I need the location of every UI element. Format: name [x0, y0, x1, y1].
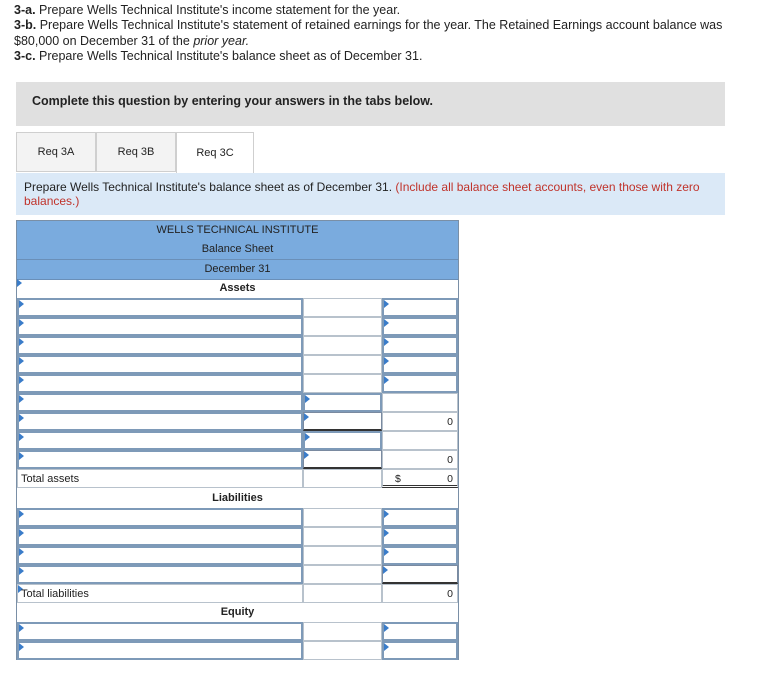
asset-row	[17, 374, 458, 393]
asset-row	[17, 336, 458, 355]
asset-row	[17, 431, 458, 450]
equity-heading: Equity	[220, 606, 255, 618]
statement-date: December 31	[17, 260, 458, 280]
row-marker-icon	[19, 395, 24, 403]
total-input[interactable]	[382, 527, 458, 546]
total-liabilities-cell	[382, 584, 458, 603]
tab-req-3c[interactable]	[176, 132, 254, 173]
asset-row	[17, 317, 458, 336]
assets-heading-row	[17, 279, 458, 299]
amount-input[interactable]	[303, 450, 382, 469]
asset-row	[17, 393, 458, 412]
account-name-input[interactable]	[17, 317, 303, 336]
req-b-text: Prepare Wells Technical Institute's statement of retained earnings for the year. The Retained Earnings account balance was $80,000 on December 31 of the	[14, 18, 723, 48]
total-assets-value: 0	[447, 473, 453, 485]
total-input[interactable]	[382, 546, 458, 565]
subtotal-value: 0	[447, 416, 453, 428]
row-marker-icon	[384, 624, 389, 632]
row-marker-icon	[384, 319, 389, 327]
req-c-label: 3-c.	[14, 48, 36, 63]
row-marker-icon	[19, 338, 24, 346]
total-assets-cell	[382, 469, 458, 488]
statement-title: Balance Sheet	[17, 240, 458, 260]
account-name-input[interactable]	[17, 565, 303, 584]
total-input[interactable]	[382, 374, 458, 393]
req-b-italic: prior year.	[193, 33, 250, 48]
row-marker-icon	[19, 510, 24, 518]
req-c-text: Prepare Wells Technical Institute's balance sheet as of December 31.	[39, 48, 423, 63]
row-marker-icon	[19, 376, 24, 384]
tab-label: Req 3B	[117, 146, 155, 158]
tab-req-3a[interactable]	[16, 132, 96, 172]
complete-question-banner	[16, 82, 725, 126]
row-marker-icon	[17, 279, 22, 287]
instruction-box	[16, 173, 725, 215]
row-marker-icon	[19, 567, 24, 575]
account-name-input[interactable]	[17, 546, 303, 565]
total-assets-label-cell	[17, 469, 303, 488]
row-marker-icon	[384, 529, 389, 537]
company-name: WELLS TECHNICAL INSTITUTE	[17, 221, 458, 241]
total-liabilities-label-cell	[17, 584, 303, 603]
account-name-input[interactable]	[17, 527, 303, 546]
balance-sheet-table	[16, 220, 459, 660]
instruction-note: (Include all balance sheet accounts, even those with zero balances.)	[24, 180, 700, 208]
subtotal-value: 0	[447, 454, 453, 466]
asset-row	[17, 412, 458, 431]
liabilities-heading: Liabilities	[212, 492, 263, 504]
account-name-input[interactable]	[17, 508, 303, 527]
total-liabilities-label: Total liabilities	[21, 588, 89, 600]
account-name-input[interactable]	[17, 641, 303, 660]
amount-input[interactable]	[303, 393, 382, 412]
account-name-input[interactable]	[17, 355, 303, 374]
row-marker-icon	[384, 643, 389, 651]
tab-req-3b[interactable]	[96, 132, 176, 172]
row-marker-icon	[384, 510, 389, 518]
total-input[interactable]	[382, 641, 458, 660]
subtotal-cell	[382, 450, 458, 469]
amount-input[interactable]	[303, 374, 382, 393]
account-name-input[interactable]	[17, 412, 303, 431]
row-marker-icon	[305, 433, 310, 441]
amount-input[interactable]	[303, 527, 382, 546]
total-input[interactable]	[382, 622, 458, 641]
row-marker-icon	[384, 376, 389, 384]
total-input[interactable]	[382, 565, 458, 584]
total-liabilities-row	[17, 584, 458, 603]
row-marker-icon	[384, 338, 389, 346]
assets-heading: Assets	[219, 282, 256, 294]
subtotal-cell	[382, 412, 458, 431]
total-input[interactable]	[382, 355, 458, 374]
question-instructions	[14, 3, 766, 64]
row-marker-icon	[304, 413, 309, 421]
account-name-input[interactable]	[17, 393, 303, 412]
total-liabilities-value: 0	[447, 588, 453, 600]
row-marker-icon	[19, 452, 24, 460]
amount-input[interactable]	[303, 641, 382, 660]
asset-row	[17, 450, 458, 469]
total-input[interactable]	[382, 298, 458, 317]
account-name-input[interactable]	[17, 431, 303, 450]
liability-row	[17, 546, 458, 565]
banner-text: Complete this question by entering your answers in the tabs below.	[32, 94, 433, 108]
req-b-label: 3-b.	[14, 18, 37, 33]
row-marker-icon	[19, 433, 24, 441]
row-marker-icon	[19, 624, 24, 632]
total-input[interactable]	[382, 317, 458, 336]
total-assets-label: Total assets	[21, 473, 80, 485]
asset-row	[17, 355, 458, 374]
liability-row	[17, 527, 458, 546]
account-name-input[interactable]	[17, 374, 303, 393]
amount-input[interactable]	[303, 431, 382, 450]
amount-input[interactable]	[303, 622, 382, 641]
asset-row	[17, 298, 458, 317]
liabilities-heading-row	[17, 489, 458, 509]
row-marker-icon	[383, 566, 388, 574]
amount-input[interactable]	[303, 508, 382, 527]
equity-heading-row	[17, 603, 458, 623]
liability-row	[17, 508, 458, 527]
total-assets-row	[17, 469, 458, 488]
row-marker-icon	[19, 643, 24, 651]
amount-input[interactable]	[303, 317, 382, 336]
total-input[interactable]	[382, 336, 458, 355]
currency-symbol: $	[395, 473, 401, 485]
row-marker-icon	[19, 319, 24, 327]
instruction-text: Prepare Wells Technical Institute's balance sheet as of December 31.	[24, 180, 393, 194]
row-marker-icon	[384, 300, 389, 308]
amount-input[interactable]	[303, 412, 382, 431]
account-name-input[interactable]	[17, 336, 303, 355]
total-cell	[382, 431, 458, 450]
row-marker-icon	[19, 414, 24, 422]
amount-input[interactable]	[303, 336, 382, 355]
row-marker-icon	[304, 451, 309, 459]
account-name-input[interactable]	[17, 450, 303, 469]
empty-cell	[303, 584, 382, 603]
account-name-input[interactable]	[17, 298, 303, 317]
row-marker-icon	[384, 357, 389, 365]
amount-input[interactable]	[303, 565, 382, 584]
empty-cell	[303, 469, 382, 488]
tab-label: Req 3A	[37, 146, 75, 158]
req-a-label: 3-a.	[14, 3, 36, 17]
total-input[interactable]	[382, 508, 458, 527]
row-marker-icon	[19, 529, 24, 537]
req-a-text: Prepare Wells Technical Institute's income statement for the year.	[39, 3, 401, 17]
amount-input[interactable]	[303, 355, 382, 374]
liability-row	[17, 565, 458, 584]
row-marker-icon	[19, 548, 24, 556]
row-marker-icon	[19, 300, 24, 308]
row-marker-icon	[305, 395, 310, 403]
row-marker-icon	[19, 357, 24, 365]
equity-row	[17, 641, 458, 660]
amount-input[interactable]	[303, 298, 382, 317]
tab-label: Req 3C	[196, 147, 234, 159]
row-marker-icon	[384, 548, 389, 556]
amount-input[interactable]	[303, 546, 382, 565]
account-name-input[interactable]	[17, 622, 303, 641]
equity-row	[17, 622, 458, 641]
total-cell	[382, 393, 458, 412]
